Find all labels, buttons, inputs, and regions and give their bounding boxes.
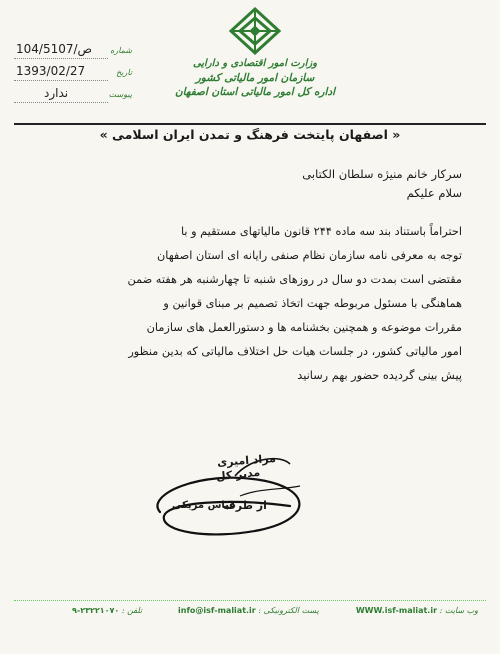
body-line: امور مالیاتی کشور، در جلسات هیات حل اختلاف مالیاتی که بدین منظور xyxy=(128,345,462,358)
footer-phone xyxy=(72,606,142,620)
ministry-name: وزارت امور اقتصادی و دارایی xyxy=(192,58,318,69)
body-line: مقتضی است بمدت دو سال در روزهای شنبه تا چهارشنبه هر هفته ضمن xyxy=(127,273,462,286)
letter-number-label: شماره xyxy=(110,46,132,55)
footer-divider xyxy=(14,600,486,601)
body-line: مقررات موضوعه و همچنین بخشنامه ها و دستورالعمل های سازمان xyxy=(146,321,462,334)
greeting: سلام علیکم xyxy=(406,186,462,200)
letter-date-label: تاریخ xyxy=(116,68,132,77)
header-divider xyxy=(14,123,486,125)
letter-attachment-value: ندارد xyxy=(44,86,69,100)
tax-organization-logo-icon xyxy=(226,6,284,56)
addressee-block xyxy=(42,165,462,203)
letter-body xyxy=(42,220,462,388)
on-behalf-name: عباس مزیکی xyxy=(172,500,237,511)
letter-date-row xyxy=(14,64,132,86)
body-line: توجه به معرفی نامه سازمان نظام صنفی رایانه ای استان اصفهان xyxy=(156,249,462,262)
signature-block xyxy=(140,450,320,540)
letter-meta xyxy=(14,42,132,108)
phone-value: ۲۳۲۲۱۰۷۰-۹ xyxy=(72,606,120,615)
body-line: هماهنگی با مسئول مربوطه جهت اتخاذ تصمیم بر مبنای قوانین و xyxy=(163,297,462,310)
footer-website xyxy=(356,606,478,620)
letter-attachment-row xyxy=(14,86,132,108)
footer-email xyxy=(178,606,319,620)
website-label: وب سایت : xyxy=(439,606,478,615)
organization-name: سازمان امور مالیاتی کشور xyxy=(195,72,315,84)
city-motto: « اصفهان پایتخت فرهنگ و تمدن ایران اسلامی » xyxy=(99,127,401,142)
signatory-name: مراد امیری xyxy=(216,451,277,470)
email-label: پست الکترونیکی : xyxy=(258,606,319,615)
website-link[interactable]: WWW.isf-maliat.ir xyxy=(355,606,438,615)
letter-attachment-label: پیوست xyxy=(108,90,132,99)
organization-name-block xyxy=(140,57,370,99)
letter-number-value: 104/5107/ص xyxy=(16,42,93,56)
body-line: احتراماً باستناد بند سه ماده ۲۴۴ قانون مالیاتهای مستقیم و با xyxy=(180,225,462,238)
on-behalf-label: از طرف xyxy=(223,499,267,512)
phone-label: تلفن : xyxy=(121,606,143,615)
addressee-name: سرکار خانم منیژه سلطان الکتابی xyxy=(302,167,462,181)
signatory-title: مدیر کل xyxy=(215,465,261,484)
body-line: پیش بینی گردیده حضور بهم رسانید xyxy=(297,369,462,382)
department-name: اداره کل امور مالیاتی استان اصفهان xyxy=(174,86,336,98)
email-link[interactable]: info@isf-maliat.ir xyxy=(178,606,256,615)
letter-number-row xyxy=(14,42,132,64)
letter-date-value: 1393/02/27 xyxy=(16,64,86,78)
